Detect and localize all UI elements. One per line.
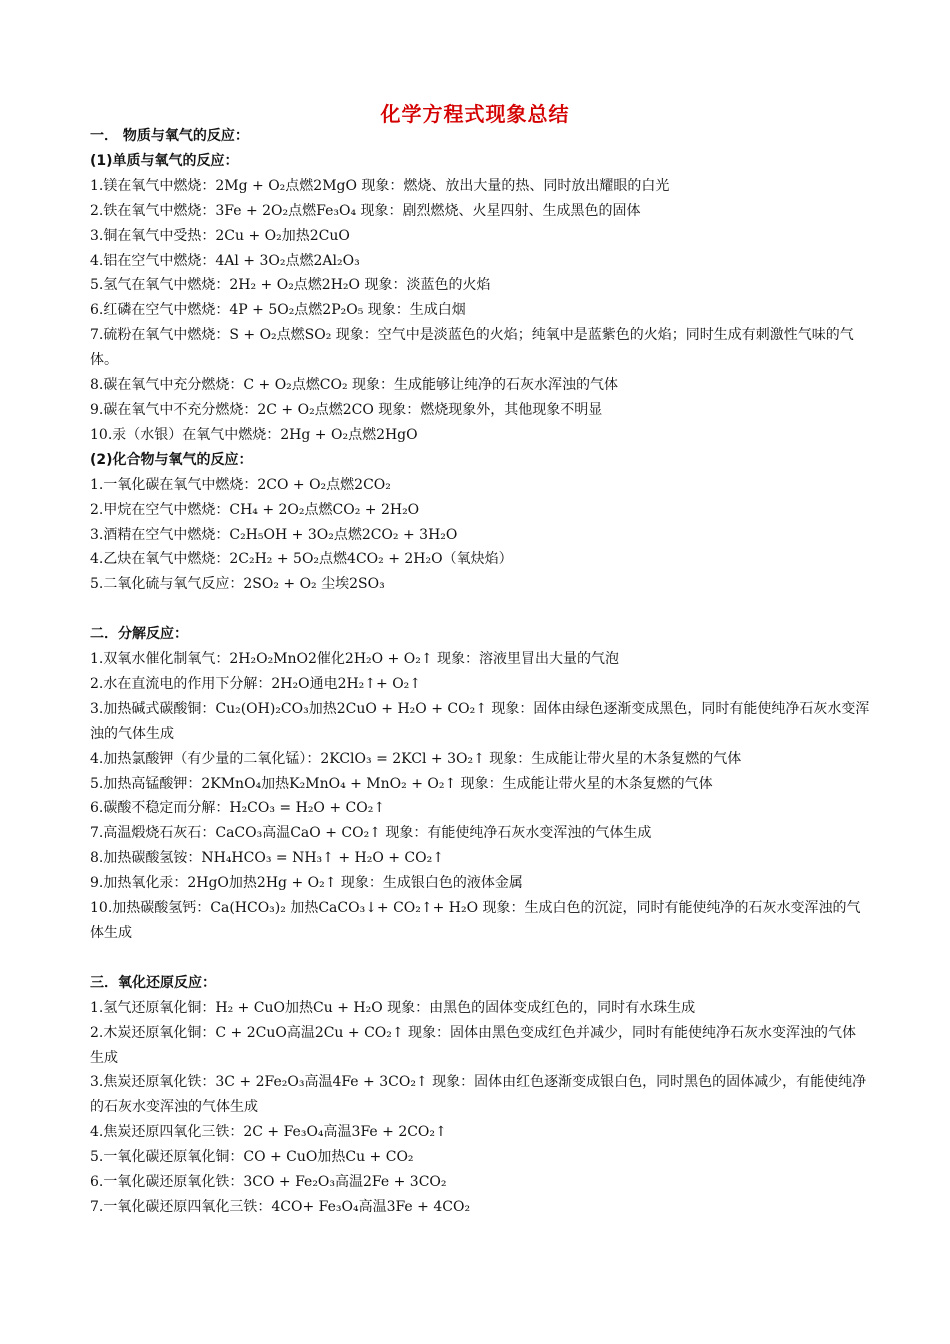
section-decomposition-reactions bbox=[90, 622, 870, 946]
list-item: 1.氢气还原氧化铜：H₂ + CuO加热Cu + H₂O 现象：由黑色的固体变成红色的，同时有水珠生成 bbox=[90, 999, 696, 1016]
list-item: 2.甲烷在空气中燃烧：CH₄ + 2O₂点燃CO₂ + 2H₂O bbox=[90, 501, 420, 518]
list-item: 4.加热氯酸钾（有少量的二氧化锰）：2KClO₃ = 2KCl + 3O₂↑ 现象：生成能让带火星的木条复燃的气体 bbox=[90, 750, 742, 767]
list-item: 1.镁在氧气中燃烧：2Mg + O₂点燃2MgO 现象：燃烧、放出大量的热、同时放出耀眼的白光 bbox=[90, 177, 670, 194]
section-heading: 三．氧化还原反应： bbox=[90, 974, 216, 991]
list-item: 5.二氧化硫与氧气反应：2SO₂ + O₂ 尘埃2SO₃ bbox=[90, 576, 385, 593]
section-spacer bbox=[90, 946, 870, 971]
list-item: 3.铜在氧气中受热：2Cu + O₂加热2CuO bbox=[90, 227, 350, 244]
list-item: 4.焦炭还原四氧化三铁：2C + Fe₃O₄高温3Fe + 2CO₂↑ bbox=[90, 1124, 447, 1141]
list-item: 2.铁在氧气中燃烧：3Fe + 2O₂点燃Fe₃O₄ 现象：剧烈燃烧、火星四射、生成黑色的固体 bbox=[90, 202, 641, 219]
list-item: 10.加热碳酸氢钙：Ca(HCO₃)₂ 加热CaCO₃↓+ CO₂↑+ H₂O 现象：生成白色的沉淀，同时有能使纯净的石灰水变浑浊的气体生成 bbox=[90, 900, 861, 941]
list-item: 10.汞（水银）在氧气中燃烧：2Hg + O₂点燃2HgO bbox=[90, 426, 418, 443]
subsection-heading: (2)化合物与氧气的反应： bbox=[90, 451, 253, 468]
section-spacer bbox=[90, 597, 870, 622]
section-oxygen-reactions bbox=[90, 124, 870, 597]
page-title: 化学方程式现象总结 bbox=[380, 102, 570, 126]
document-body bbox=[90, 124, 870, 1220]
list-item: 7.高温煅烧石灰石：CaCO₃高温CaO + CO₂↑ 现象：有能使纯净石灰水变浑浊的气体生成 bbox=[90, 825, 652, 842]
list-item: 9.碳在氧气中不充分燃烧：2C + O₂点燃2CO 现象：燃烧现象外，其他现象不明显 bbox=[90, 401, 603, 418]
list-item: 3.酒精在空气中燃烧：C₂H₅OH + 3O₂点燃2CO₂ + 3H₂O bbox=[90, 526, 458, 543]
list-item: 5.氢气在氧气中燃烧：2H₂ + O₂点燃2H₂O 现象：淡蓝色的火焰 bbox=[90, 277, 491, 294]
section-heading: 一． 物质与氧气的反应： bbox=[90, 128, 249, 144]
list-item: 3.加热碱式碳酸铜：Cu₂(OH)₂CO₃加热2CuO + H₂O + CO₂↑ 现象：固体由绿色逐渐变成黑色，同时有能使纯净石灰水变浑浊的气体生成 bbox=[90, 700, 870, 742]
list-item: 7.硫粉在氧气中燃烧：S + O₂点燃SO₂ 现象：空气中是淡蓝色的火焰；纯氧中是蓝紫色的火焰；同时生成有刺激性气味的气体。 bbox=[90, 327, 854, 369]
list-item: 7.一氧化碳还原四氧化三铁：4CO+ Fe₃O₄高温3Fe + 4CO₂ bbox=[90, 1198, 471, 1215]
list-item: 2.木炭还原氧化铜：C + 2CuO高温2Cu + CO₂↑ 现象：固体由黑色变成红色并减少，同时有能使纯净石灰水变浑浊的气体生成 bbox=[90, 1024, 857, 1066]
list-item: 6.红磷在空气中燃烧：4P + 5O₂点燃2P₂O₅ 现象：生成白烟 bbox=[90, 302, 466, 319]
list-item: 5.一氧化碳还原氧化铜：CO + CuO加热Cu + CO₂ bbox=[90, 1149, 414, 1166]
list-item: 1.一氧化碳在氧气中燃烧：2CO + O₂点燃2CO₂ bbox=[90, 476, 391, 493]
list-item: 3.焦炭还原氧化铁：3C + 2Fe₂O₃高温4Fe + 3CO₂↑ 现象：固体由红色逐渐变成银白色，同时黑色的固体减少，有能使纯净的石灰水变浑浊的气体生成 bbox=[90, 1074, 867, 1116]
list-item: 2.水在直流电的作用下分解：2H₂O通电2H₂↑+ O₂↑ bbox=[90, 675, 422, 692]
list-item: 8.加热碳酸氢铵：NH₄HCO₃ = NH₃↑ + H₂O + CO₂↑ bbox=[90, 850, 444, 867]
list-item: 6.碳酸不稳定而分解：H₂CO₃ = H₂O + CO₂↑ bbox=[90, 800, 386, 817]
list-item: 4.乙炔在氧气中燃烧：2C₂H₂ + 5O₂点燃4CO₂ + 2H₂O（氧炔焰） bbox=[90, 551, 513, 568]
list-item: 5.加热高锰酸钾：2KMnO₄加热K₂MnO₄ + MnO₂ + O₂↑ 现象：生成能让带火星的木条复燃的气体 bbox=[90, 775, 713, 792]
subsection-heading: (1)单质与氧气的反应： bbox=[90, 152, 239, 169]
section-redox-reactions bbox=[90, 971, 870, 1220]
list-item: 1.双氧水催化制氧气：2H₂O₂MnO2催化2H₂O + O₂↑ 现象：溶液里冒出大量的气泡 bbox=[90, 651, 620, 668]
section-heading: 二．分解反应： bbox=[90, 626, 188, 643]
list-item: 8.碳在氧气中充分燃烧：C + O₂点燃CO₂ 现象：生成能够让纯净的石灰水浑浊的气体 bbox=[90, 377, 619, 394]
list-item: 6.一氧化碳还原氧化铁：3CO + Fe₂O₃高温2Fe + 3CO₂ bbox=[90, 1174, 447, 1191]
list-item: 9.加热氧化汞：2HgO加热2Hg + O₂↑ 现象：生成银白色的液体金属 bbox=[90, 875, 523, 892]
list-item: 4.铝在空气中燃烧：4Al + 3O₂点燃2Al₂O₃ bbox=[90, 252, 360, 269]
